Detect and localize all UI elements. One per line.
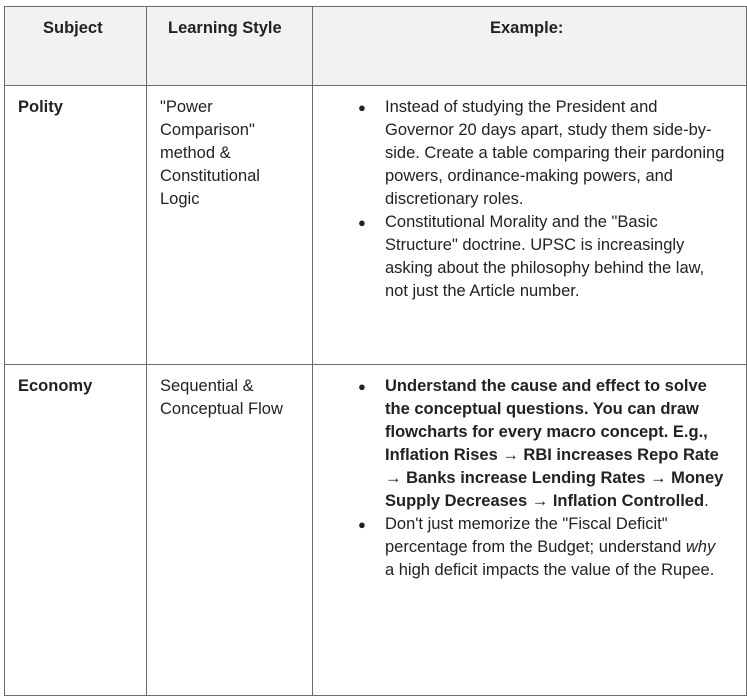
example-list <box>313 375 736 582</box>
example-list <box>313 96 736 303</box>
list-item-text-bold: Understand the cause and effect to solve the conceptual questions. You can draw flowcharts for every macro concept. E.g., Inflation Rises → RBI increases Repo Rate → Banks increase Lending Rates → Money Supply Decreases → Inflation Controlled <box>385 377 724 510</box>
list-item <box>313 375 736 513</box>
header-subject: Subject <box>5 7 147 86</box>
list-item <box>313 211 736 303</box>
list-item-text-italic: why <box>685 538 716 556</box>
table-row-polity <box>5 86 747 365</box>
learning-style-table <box>4 6 747 696</box>
list-item-text: Instead of studying the President and Governor 20 days apart, study them side-by-side. Create a table comparing their pardoning powers, ordinance-making powers, and discretionary roles. <box>385 98 725 208</box>
header-learning-style: Learning Style <box>147 7 313 86</box>
learning-style-cell: Sequential & Conceptual Flow <box>147 365 313 696</box>
header-example: Example: <box>313 7 747 86</box>
list-item-text: Constitutional Morality and the "Basic Structure" doctrine. UPSC is increasingly asking about the philosophy behind the law, not just the Article number. <box>385 213 705 300</box>
learning-style-cell: "Power Comparison" method & Constitutional Logic <box>147 86 313 365</box>
bullet-icon: ● <box>358 517 366 532</box>
bullet-icon: ● <box>358 100 366 115</box>
subject-cell: Economy <box>5 365 147 696</box>
list-item-text: a high deficit impacts the value of the Rupee. <box>385 561 715 579</box>
list-item-text: Don't just memorize the "Fiscal Deficit" percentage from the Budget; understand <box>385 515 686 556</box>
bullet-icon: ● <box>358 379 366 394</box>
bullet-icon: ● <box>358 215 366 230</box>
example-cell <box>313 86 747 365</box>
header-row <box>5 7 747 86</box>
example-cell <box>313 365 747 696</box>
subject-cell: Polity <box>5 86 147 365</box>
table-row-economy <box>5 365 747 696</box>
list-item <box>313 96 736 211</box>
list-item <box>313 513 736 582</box>
list-item-text-tail: . <box>704 492 709 510</box>
